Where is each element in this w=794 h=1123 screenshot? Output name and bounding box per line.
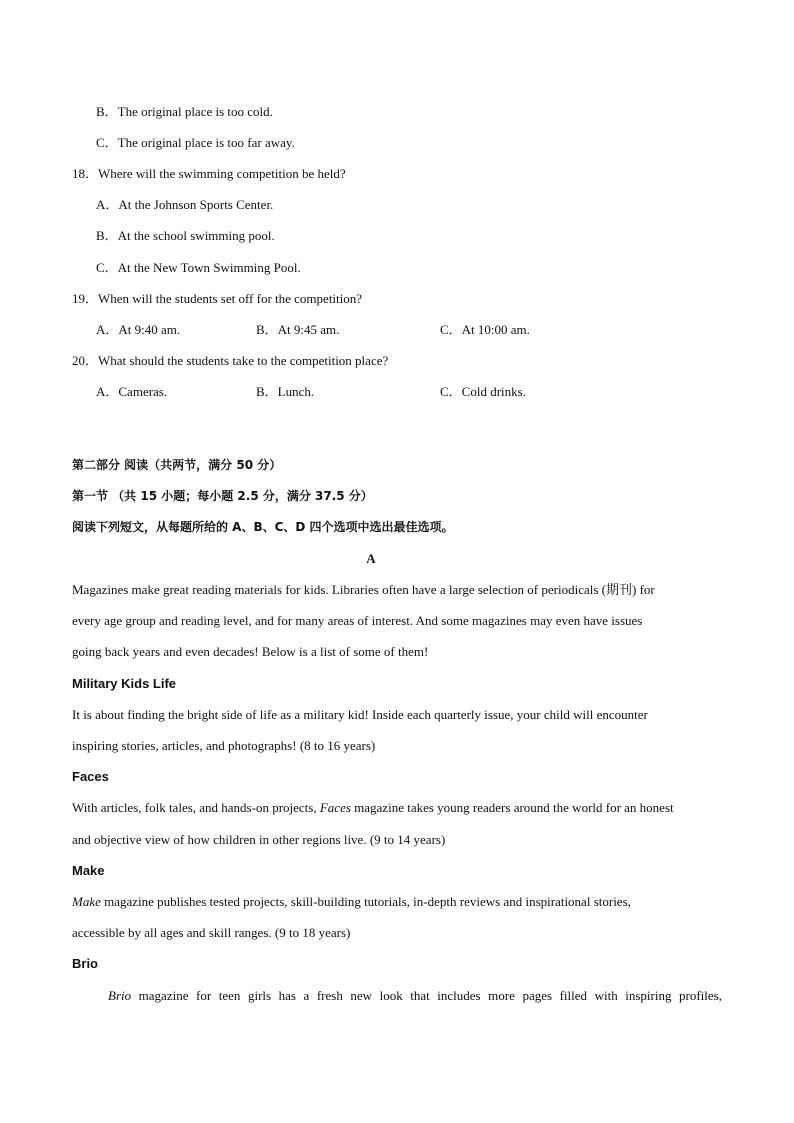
q20-option-b: B．Lunch. xyxy=(256,384,315,399)
intro-line-2: every age group and reading level, and for many areas of interest. And some magazines may even have issues xyxy=(72,613,643,628)
q17-option-b: B．The original place is too cold. xyxy=(96,104,273,119)
make-title-italic: Make xyxy=(72,894,101,909)
brio-line-1-rest: magazine for teen girls has a fresh new look that includes more pages filled with inspiring profiles, xyxy=(131,988,722,1003)
intro-line-3: going back years and even decades! Below is a list of some of them! xyxy=(72,644,429,659)
intro-line-1: Magazines make great reading materials for kids. Libraries often have a large selection of periodicals (期刊) for xyxy=(72,582,655,597)
q20-option-c: C．Cold drinks. xyxy=(440,384,526,399)
q20-stem: 20．What should the students take to the competition place? xyxy=(72,353,389,368)
military-kids-life-heading: Military Kids Life xyxy=(72,676,177,691)
section1-title: 第一节 （共 15 小题；每小题 2.5 分，满分 37.5 分） xyxy=(72,489,373,503)
brio-heading: Brio xyxy=(72,956,98,971)
q19-option-a: A．At 9:40 am. xyxy=(96,322,181,337)
q18-option-b: B．At the school swimming pool. xyxy=(96,228,275,243)
brio-title-italic: Brio xyxy=(108,988,132,1003)
faces-line-1-part-a: With articles, folk tales, and hands-on projects, xyxy=(72,800,320,815)
part2-title: 第二部分 阅读（共两节，满分 50 分） xyxy=(72,458,282,472)
make-line-2: accessible by all ages and skill ranges. (9 to 18 years) xyxy=(72,925,351,940)
q17-option-c: C．The original place is too far away. xyxy=(96,135,295,150)
q18-option-a: A．At the Johnson Sports Center. xyxy=(96,197,274,212)
q19-stem: 19．When will the students set off for the competition? xyxy=(72,291,363,306)
q19-option-b: B．At 9:45 am. xyxy=(256,322,340,337)
q18-stem: 18．Where will the swimming competition be held? xyxy=(72,166,346,181)
faces-line-1 xyxy=(72,799,674,817)
military-kids-life-line-2: inspiring stories, articles, and photographs! (8 to 16 years) xyxy=(72,738,376,753)
passage-label: A xyxy=(366,551,376,566)
military-kids-life-line-1: It is about finding the bright side of life as a military kid! Inside each quarterly issue, your child will encounter xyxy=(72,707,648,722)
make-line-1-rest: magazine publishes tested projects, skill-building tutorials, in-depth reviews and inspirational stories, xyxy=(100,894,631,909)
faces-title-italic: Faces xyxy=(319,800,351,815)
faces-line-2: and objective view of how children in other regions live. (9 to 14 years) xyxy=(72,832,446,847)
q20-option-a: A．Cameras. xyxy=(96,384,168,399)
reading-instruction: 阅读下列短文，从每题所给的 A、B、C、D 四个选项中选出最佳选项。 xyxy=(72,520,454,534)
faces-heading: Faces xyxy=(72,769,109,784)
q18-option-c: C．At the New Town Swimming Pool. xyxy=(96,260,301,275)
make-heading: Make xyxy=(72,863,105,878)
q19-option-c: C．At 10:00 am. xyxy=(440,322,530,337)
make-line-1 xyxy=(72,893,631,911)
brio-line-1 xyxy=(108,987,722,1005)
faces-line-1-part-c: magazine takes young readers around the world for an honest xyxy=(350,800,674,815)
